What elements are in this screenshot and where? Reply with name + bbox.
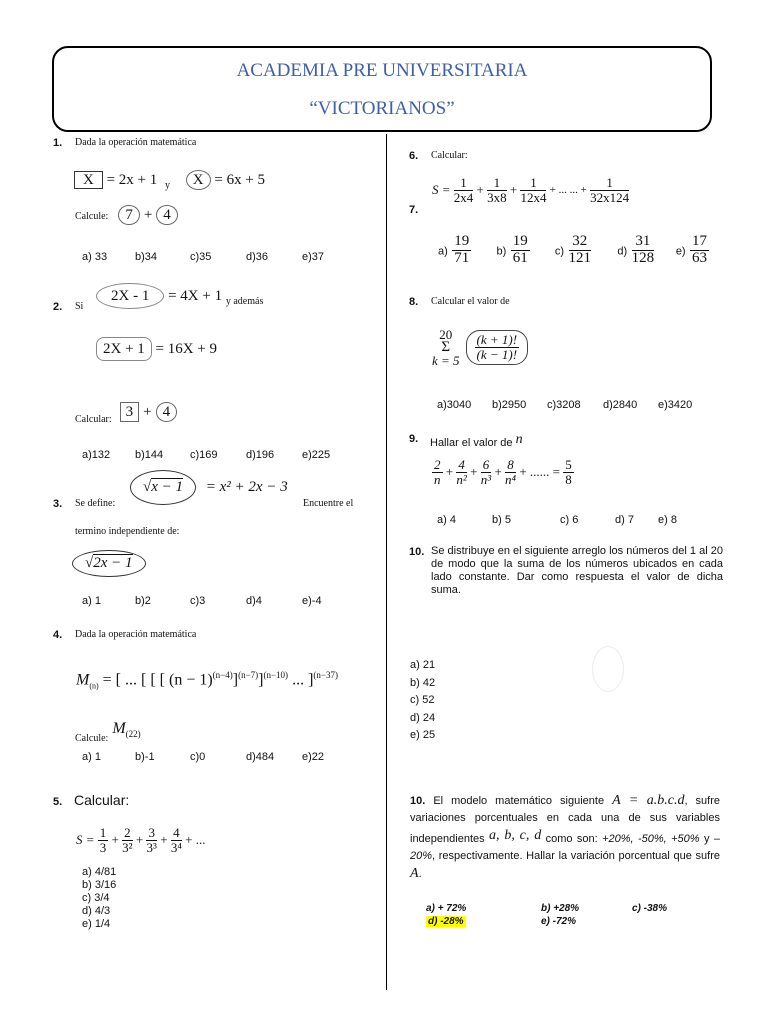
- q7-option-e: e) $\frac{17}{63}$: [675, 233, 708, 266]
- q10a-option-c: c) 52: [410, 694, 435, 706]
- q4-number: 4.: [53, 629, 63, 641]
- q2-calc-b: 4: [156, 402, 178, 422]
- q6-term-4: $\frac{1}{32x124}$: [590, 175, 630, 205]
- q4-option-d: d)484: [246, 751, 275, 763]
- q9-option-c: c) 6: [560, 514, 579, 526]
- q9-formula: [432, 458, 574, 486]
- header-subtitle: “VICTORIANOS”: [309, 98, 455, 119]
- q3-root-icon-2: √: [85, 555, 94, 571]
- q3-option-a: a) 1: [82, 595, 101, 607]
- q2-calc: [75, 403, 177, 425]
- q3-oval2: [72, 550, 146, 577]
- q1-calc-a: 7: [118, 205, 140, 225]
- q3-rhs: = x² + 2x − 3: [205, 479, 288, 495]
- q1-option-a: a) 33: [82, 251, 108, 263]
- q1-box-x: X: [74, 171, 103, 189]
- q3-tail: Encuentre el: [303, 498, 354, 509]
- q3-radicand: x − 1: [151, 479, 184, 495]
- q4-calc-label: Calcule:: [75, 733, 109, 744]
- q5-formula: [76, 826, 205, 854]
- q3-option-e: e)-4: [302, 595, 322, 607]
- q9-number: 9.: [409, 433, 419, 445]
- q6-term-1: $\frac{1}{2x4}$: [453, 175, 474, 205]
- q10b-pct: +20%, -50%, +50%: [602, 833, 700, 845]
- q1-plus: +: [143, 207, 153, 223]
- q3-option-d: d)4: [246, 595, 262, 607]
- q3-number: 3.: [53, 498, 63, 510]
- q4-tail: ... ]: [292, 671, 314, 689]
- q10b-p2: , sufre variaciones porcentuales en cada una de sus variables independientes: [410, 795, 720, 845]
- q2-option-e: e)225: [302, 449, 331, 461]
- q5-dots: + ...: [185, 832, 206, 848]
- q8-sigma-icon: Σ: [441, 339, 451, 355]
- q5-plus-1: +: [111, 832, 119, 848]
- q4-lhs-sub: (n): [89, 681, 99, 691]
- q3-formula2: [72, 550, 146, 577]
- q4-calc-sub: (22): [125, 729, 141, 740]
- q10a-faint-diagram: [592, 646, 624, 692]
- q10b-option-d-highlighted: d) -28%: [428, 916, 464, 927]
- q5-plus-2: +: [135, 832, 144, 848]
- q4-exp4: (n−37): [313, 670, 338, 680]
- q9-option-d: d) 7: [615, 514, 634, 526]
- q6-dots: + ... ... +: [549, 184, 587, 197]
- q1-option-d: d)36: [246, 251, 269, 263]
- q10b-p1: El modelo matemático siguiente: [433, 795, 605, 807]
- q6-plus-1: +: [476, 182, 484, 198]
- q7-option-c: c) $\frac{32}{121}$: [554, 233, 592, 266]
- q10b-p3: como son:: [545, 833, 598, 845]
- q4-exp3: (n−10): [263, 670, 289, 680]
- q1-equation: [74, 172, 265, 191]
- q2-equation2: [96, 341, 217, 358]
- q3-option-c: c)3: [190, 595, 206, 607]
- q4-formula-main: = [ ... [ [ [ (n − 1): [102, 671, 213, 689]
- q9-text-line: [430, 432, 523, 449]
- q10b-option-c: c) -38%: [632, 903, 668, 914]
- q3-root-icon: √: [143, 479, 152, 495]
- q4-bracket1: ]: [232, 671, 239, 689]
- q6-number: 6.: [409, 150, 419, 162]
- q6-text: Calcular:: [431, 150, 468, 161]
- q4-option-b: b)-1: [135, 751, 155, 763]
- q2-box: 2X + 1: [96, 337, 152, 361]
- q5-term-4: $\frac{4}{\text{3⁴}}$: [170, 825, 182, 855]
- q2-eq1: = 4X + 1: [168, 288, 223, 304]
- q7-option-a: a) $\frac{19}{71}$: [438, 233, 470, 266]
- q1-circle-x: X: [186, 170, 211, 190]
- q10a-number: 10.: [409, 546, 425, 558]
- q10a-option-b: b) 42: [410, 676, 436, 689]
- q8-option-c: c)3208: [547, 399, 581, 411]
- q2-calc-a: 3: [120, 402, 140, 422]
- q6-formula: [432, 176, 629, 204]
- q10b-text: [410, 792, 720, 883]
- q8-option-b: b)2950: [492, 399, 527, 411]
- q1-text: Dada la operación matemática: [75, 137, 197, 148]
- q10b-pct2: – 20%: [410, 833, 720, 862]
- q9-plus-3: +: [494, 464, 502, 480]
- q10b-vars: a, b, c, d: [489, 828, 542, 843]
- q9-term-2: $\frac{4}{\text{n²}}$: [456, 457, 467, 487]
- q7-option-d: d) $\frac{31}{128}$: [617, 233, 655, 266]
- q5-option-a: a) 4/81: [82, 866, 117, 878]
- q3-radicand2: 2x − 1: [93, 555, 133, 571]
- q4-lhs: M: [76, 671, 90, 689]
- q5-term-1: $\frac{1}{3}$: [99, 825, 107, 855]
- q9-plus-2: +: [470, 464, 478, 480]
- q4-calc-m: M: [112, 720, 126, 737]
- q10a-option-a: a) 21: [410, 659, 436, 671]
- q2-oval: 2X - 1: [96, 283, 164, 309]
- q7-options: [438, 234, 726, 267]
- q10a-options: [410, 657, 435, 745]
- q1-option-b: b)34: [135, 251, 158, 263]
- q1-calc-b: 4: [156, 205, 178, 225]
- q1-eq1: = 2x + 1: [106, 172, 158, 188]
- q2-option-a: a)132: [82, 449, 111, 461]
- q4-text: Dada la operación matemática: [75, 629, 197, 640]
- q8-den: (k − 1)!: [476, 347, 518, 362]
- q2-option-d: d)196: [246, 449, 275, 461]
- header-box: [52, 46, 712, 132]
- q8-option-e: e)3420: [658, 399, 693, 411]
- q2-option-b: b)144: [135, 449, 164, 461]
- q9-term-3: $\frac{6}{\text{n³}}$: [480, 457, 492, 487]
- q3-formula: [130, 470, 288, 505]
- q9-dots: + ...... =: [519, 464, 560, 480]
- q9-plus-1: +: [445, 464, 454, 480]
- q8-number: 8.: [409, 296, 419, 308]
- q5-term-3: $\frac{3}{\text{3³}}$: [146, 825, 157, 855]
- q2-equation1: [96, 288, 263, 307]
- q8-top: 20: [439, 327, 453, 342]
- q9-option-a: a) 4: [437, 514, 456, 526]
- q9-result: $\frac{5}{8}$: [565, 457, 572, 487]
- q8-bottom: k = 5: [432, 353, 460, 368]
- q6-plus-2: +: [509, 182, 518, 198]
- q5-option-b: b) 3/16: [82, 879, 117, 891]
- q9-var: n: [515, 432, 523, 447]
- q8-text: Calcular el valor de: [431, 296, 510, 307]
- q1-y: y: [165, 180, 171, 191]
- q8-paren: [466, 330, 529, 364]
- q1-eq2: = 6x + 5: [214, 172, 266, 188]
- q2-number: 2.: [53, 301, 63, 313]
- q4-calc: [75, 720, 141, 744]
- q10a-option-e: e) 25: [410, 729, 436, 741]
- q3-line2: termino independiente de:: [75, 526, 180, 537]
- q2-plus: +: [143, 404, 152, 420]
- q4-formula: [76, 670, 338, 691]
- q6-s: S =: [432, 182, 451, 198]
- q6-term-3: $\frac{1}{12x4}$: [520, 175, 547, 205]
- q4-option-a: a) 1: [82, 751, 101, 763]
- q6-term-2: $\frac{1}{3x8}$: [487, 175, 507, 205]
- q10b-dot: .: [418, 868, 422, 880]
- q9-term-1: $\frac{2}{n}$: [434, 457, 441, 487]
- q3-option-b: b)2: [135, 595, 151, 607]
- q2-text: Si: [75, 301, 84, 312]
- q1-calc: [75, 206, 178, 224]
- q10b-a: A: [410, 866, 419, 881]
- q2-calc-label: Calcular:: [75, 414, 112, 425]
- q10b-formula: A = a.b.c.d: [612, 793, 685, 808]
- q4-option-e: e)22: [302, 751, 325, 763]
- q1-option-c: c)35: [190, 251, 212, 263]
- q8-formula: [432, 328, 528, 367]
- q9-option-e: e) 8: [658, 514, 677, 526]
- q5-s: S =: [76, 832, 95, 848]
- q8-sigma-block: [432, 328, 460, 367]
- q10b-p4: , respectivamente. Hallar la variación porcentual que sufre: [432, 850, 720, 862]
- q2-eq2: = 16X + 9: [155, 341, 218, 357]
- q5-option-c: c) 3/4: [82, 892, 110, 904]
- q10b-option-a: a) + 72%: [426, 903, 467, 914]
- q5-plus-3: +: [160, 832, 168, 848]
- q10b-option-e: e) -72%: [541, 916, 577, 927]
- q1-calc-label: Calcule:: [75, 211, 109, 222]
- q4-exp1: (n−4): [212, 670, 233, 680]
- q10b-y: y: [703, 833, 710, 845]
- q7-number: 7.: [409, 204, 419, 216]
- q8-num: (k + 1)!: [476, 332, 518, 348]
- q9-option-b: b) 5: [492, 514, 511, 526]
- q5-term-2: $\frac{2}{\text{3²}}$: [122, 825, 133, 855]
- q4-option-c: c)0: [190, 751, 206, 763]
- q1-option-e: e)37: [302, 251, 325, 263]
- q10a-text: Se distribuye en el siguiente arreglo los números del 1 al 20 de modo que la suma de los números ubicados en cada lado constante. Dar como respuesta el valor de dicha suma.: [431, 545, 723, 596]
- q10a-option-d: d) 24: [410, 711, 436, 724]
- q5-options: [82, 866, 116, 931]
- q9-text: Hallar el valor de: [430, 437, 513, 449]
- q3-oval: [130, 470, 196, 505]
- q8-option-d: d)2840: [603, 399, 638, 411]
- q1-number: 1.: [53, 137, 63, 149]
- q3-text: Se define:: [75, 498, 116, 509]
- q2-ademas: y además: [225, 296, 264, 307]
- q8-option-a: a)3040: [437, 399, 472, 411]
- q2-option-c: c)169: [190, 449, 218, 461]
- q9-term-4: $\frac{8}{\text{n⁴}}$: [505, 457, 517, 487]
- q4-bracket2: ]: [258, 671, 264, 689]
- q5-option-d: d) 4/3: [82, 905, 111, 917]
- header-title: ACADEMIA PRE UNIVERSITARIA: [236, 60, 528, 81]
- q5-option-e: e) 1/4: [82, 918, 111, 930]
- q10b-option-b: b) +28%: [541, 903, 580, 914]
- q7-option-b: b) $\frac{19}{61}$: [496, 233, 528, 266]
- q5-text: Calcular:: [74, 792, 130, 808]
- q4-exp2: (n−7): [238, 670, 259, 680]
- q5-number: 5.: [53, 796, 63, 808]
- column-divider: [386, 134, 387, 990]
- q10b-number: 10.: [410, 795, 426, 807]
